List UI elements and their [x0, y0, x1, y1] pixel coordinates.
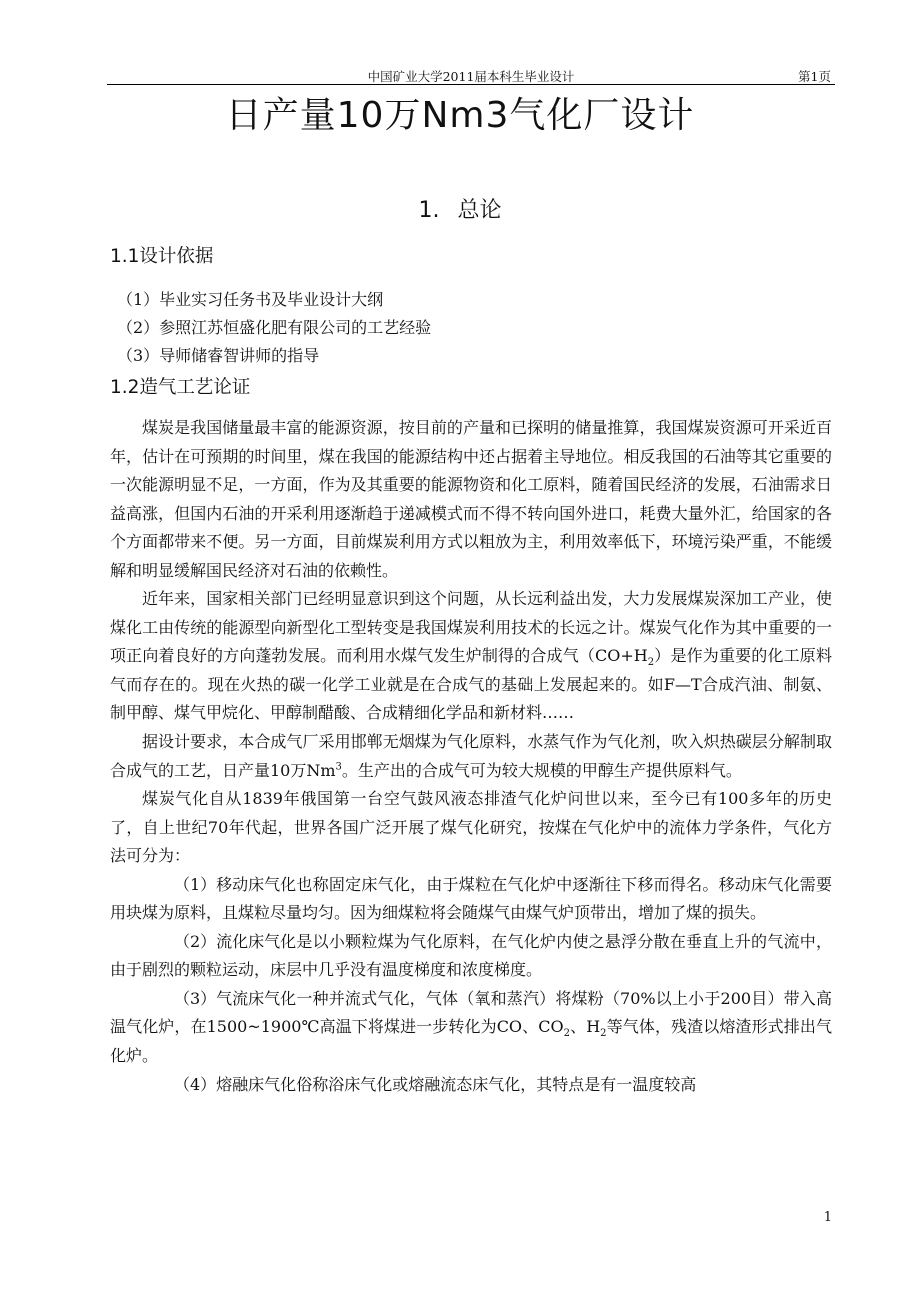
paragraph: 煤炭是我国储量最丰富的能源资源，按目前的产量和已探明的储量推算，我国煤炭资源可开采近百年，估计在可预期的时间里，煤在我国的能源结构中还占据着主导地位。相反我国的石油等其它重要的一次能源明显不足，一方面，作为及其重要的能源物资和化工原料，随着国民经济的发展，石油需求日益高涨，但国内石油的开采利用逐渐趋于递减模式而不得不转向国外进口，耗费大量外汇，给国家的各个方面都带来不便。另一方面，目前煤炭利用方式以粗放为主，利用效率低下，环境污染严重，不能缓解和明显缓解国民经济对石油的依赖性。 [110, 418, 832, 580]
method-name: （4）熔融床气化 [174, 1074, 297, 1094]
section-heading-1-1: 1.1设计依据 [110, 246, 214, 267]
chapter-heading [0, 196, 920, 226]
method-description: 俗称浴床气化或熔融流态床气化，其特点是有一温度较高 [296, 1074, 697, 1094]
method-item: （3）气流床气化一种并流式气化，气体（氧和蒸汽）将煤粉（70%以上小于200目）带入高温气化炉，在1500~1900℃高温下将煤进一步转化为CO、$CO_2$、$H_2$等气体，残渣以熔渣形式排出气化炉。 [110, 985, 832, 1071]
section-body [110, 414, 832, 1099]
list-item: （1）毕业实习任务书及毕业设计大纲 [117, 290, 384, 309]
design-basis-list [117, 286, 431, 370]
method-description: 也称固定床气化，由于煤粒在气化炉中逐渐往下移而得名。移动床气化需要用块煤为原料，且煤粒尽量均匀。因为细煤粒将会随煤气由煤气炉顶带出，增加了煤的损失。 [110, 874, 832, 923]
document-title: 日产量10万Nm3气化厂设计 [225, 95, 695, 136]
list-item: （2）参照江苏恒盛化肥有限公司的工艺经验 [117, 318, 432, 337]
chapter-title: 总论 [457, 198, 502, 223]
list-item: （3）导师储睿智讲师的指导 [117, 346, 320, 365]
method-item [110, 871, 832, 928]
header-page-label: 第1页 [798, 69, 831, 84]
method-name: （1）移动床气化 [174, 874, 297, 894]
method-item [110, 1071, 832, 1100]
page-header [107, 64, 835, 85]
page-number: 1 [823, 1210, 832, 1225]
method-description: 是以小颗粒煤为气化原料，在气化炉内使之悬浮分散在垂直上升的气流中，由于剧烈的颗粒运动，床层中几乎没有温度梯度和浓度梯度。 [110, 931, 832, 980]
paragraph: 据设计要求，本合成气厂采用邯郸无烟煤为气化原料，水蒸气作为气化剂，吹入炽热碳层分解制取合成气的工艺，日产量10万Nm$^3$。生产出的合成气可为较大规模的甲醇生产提供原料气。 [110, 732, 832, 780]
paragraph: 煤炭气化自从1839年俄国第一台空气鼓风液态排渣气化炉问世以来，至今已有100多年的历史了，自上世纪70年代起，世界各国广泛开展了煤气化研究，按煤在气化炉中的流体力学条件，气化方法可分为： [110, 789, 832, 866]
chapter-number: 1. [418, 198, 440, 223]
method-name: （3）气流床气化 [174, 988, 297, 1008]
section-heading-1-2: 1.2造气工艺论证 [110, 377, 251, 398]
method-name: （2）流化床气化 [174, 931, 297, 951]
header-title: 中国矿业大学2011届本科生毕业设计 [367, 69, 575, 84]
paragraph: 近年来，国家相关部门已经明显意识到这个问题，从长远利益出发，大力发展煤炭深加工产业，使煤化工由传统的能源型向新型化工型转变是我国煤炭利用技术的长远之计。煤炭气化作为其中重要的一项正向着良好的方向蓬勃发展。而利用水煤气发生炉制得的合成气$(CO+H_2)$是作为重要的化工原料气而存在的。现在火热的碳一化学工业就是在合成气的基础上发展起来的。如F—T合成汽油、制氨、制甲醇、煤气甲烷化、甲醇制醋酸、合成精细化学品和新材料…… [110, 589, 832, 723]
method-item [110, 928, 832, 985]
